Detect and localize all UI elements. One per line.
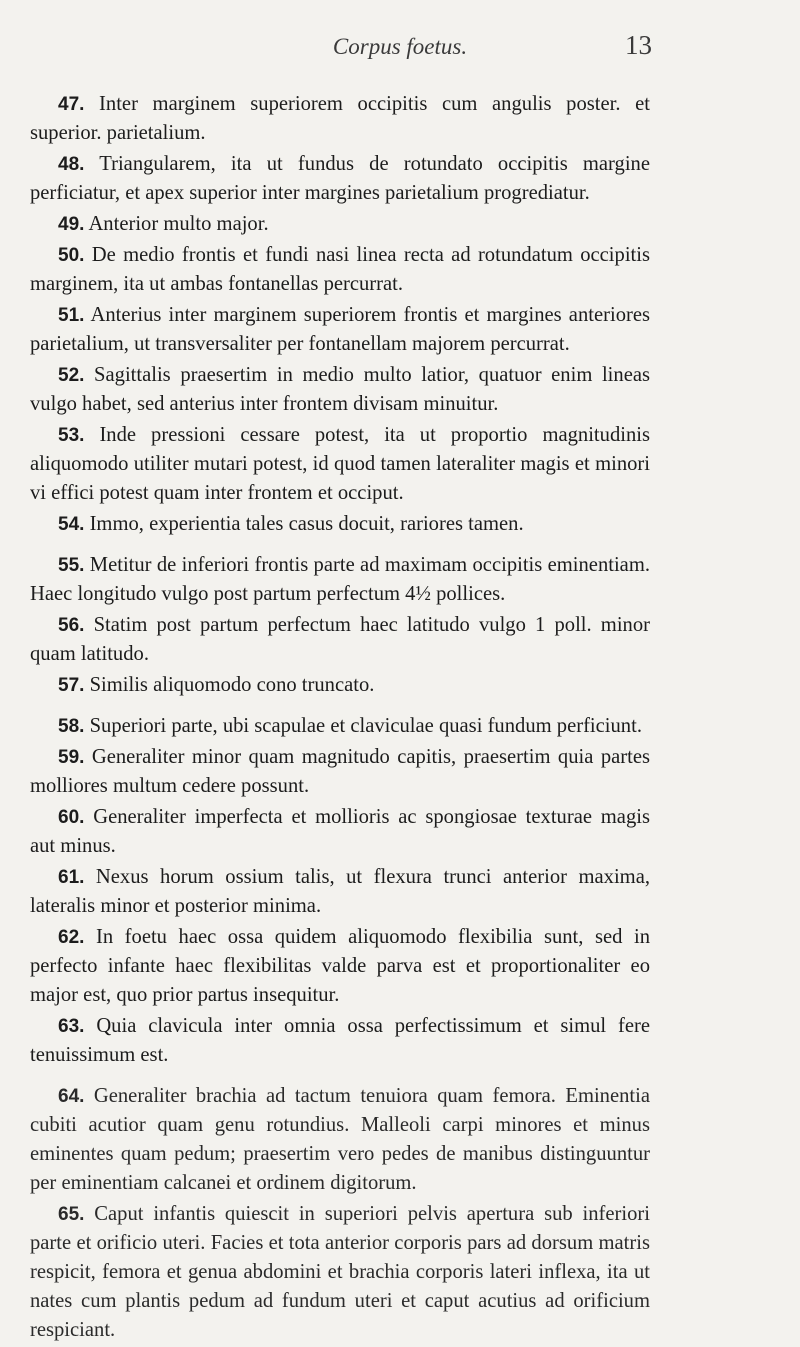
paragraph-number: 62. [58,927,85,948]
paragraph-text: Caput infantis quiescit in superiori pelvis apertura sub inferiori parte et orificio uteri. Facies et tota anterior corporis pars ad dorsum matris respicit, femora et genua abdomini et brachia corporis lateri inflexa, ita ut nates cum plantis pedum ad fundum uteri et caput acutius ad orificium respiciant. [30,1203,651,1341]
paragraph-text: Immo, experientia tales casus docuit, rariores tamen. [89,513,524,535]
paragraph-text: De medio frontis et fundi nasi linea recta ad rotundatum occipitis marginem, ita ut ambas fontanellas percurrat. [30,244,650,295]
paragraph-text: Sagittalis praesertim in medio multo latior, quatuor enim lineas vulgo habet, sed anterius inter frontem divisam minuitur. [30,364,650,415]
paragraph-number: 47. [58,94,85,115]
paragraph-52 [30,361,650,419]
paragraph-number: 55. [58,555,85,576]
paragraph-58 [30,712,650,741]
paragraph-number: 57. [58,675,85,696]
paragraph-text: Anterius inter marginem superiorem frontis et margines anteriores parietalium, ut transversaliter per fontanellam majorem percurrat. [30,304,650,355]
page-body [30,90,650,1347]
paragraph-text: Generaliter brachia ad tactum tenuiora quam femora. Eminentia cubiti acutior quam genu rotundius. Malleoli carpi minores et minus eminentes quam pedum; praesertim vero pedes de manibus distinguuntur per eminentiam calcanei et ordinem digitorum. [30,1085,650,1194]
paragraph-54 [30,510,650,539]
paragraph-number: 48. [58,154,85,175]
paragraph-number: 60. [58,807,85,828]
paragraph-number: 49. [58,214,85,235]
paragraph-50 [30,241,650,299]
paragraph-number: 58. [58,716,85,737]
paragraph-number: 59. [58,747,85,768]
paragraph-57 [30,671,650,700]
paragraph-text: Statim post partum perfectum haec latitudo vulgo 1 poll. minor quam latitudo. [30,614,651,665]
paragraph-number: 52. [58,365,85,386]
page-header [0,28,800,68]
paragraph-49 [30,210,650,239]
paragraph-59 [30,743,650,801]
paragraph-47 [30,90,650,148]
paragraph-65 [30,1200,650,1345]
paragraph-text: Superiori parte, ubi scapulae et claviculae quasi fundum perficiunt. [89,715,642,737]
paragraph-number: 63. [58,1016,85,1037]
paragraph-text: Nexus horum ossium talis, ut flexura trunci anterior maxima, lateralis minor et posterior minima. [30,866,650,917]
paragraph-text: In foetu haec ossa quidem aliquomodo flexibilia sunt, sed in perfecto infante haec flexibilitas valde parva est et proportionaliter eo major est, quo prior partus insequitur. [30,926,650,1006]
paragraph-53 [30,421,650,508]
paragraph-text: Inter marginem superiorem occipitis cum angulis poster. et superior. parietalium. [30,93,650,144]
paragraph-48 [30,150,650,208]
paragraph-56 [30,611,650,669]
paragraph-text: Anterior multo major. [88,213,269,235]
paragraph-number: 56. [58,615,85,636]
paragraph-number: 53. [58,425,85,446]
paragraph-number: 50. [58,245,85,266]
paragraph-text: Inde pressioni cessare potest, ita ut proportio magnitudinis aliquomodo utiliter mutari potest, id quod tamen lateraliter magis et minori vi effici potest quam inter frontem et occiput. [30,424,650,504]
paragraph-51 [30,301,650,359]
paragraph-text: Triangularem, ita ut fundus de rotundato occipitis margine perficiatur, et apex superior inter margines parietalium progrediatur. [30,153,650,204]
page-number: 13 [625,30,652,60]
paragraph-text: Metitur de inferiori frontis parte ad maximam occipitis eminentiam. Haec longitudo vulgo post partum perfectum 4½ pollices. [30,554,650,605]
paragraph-63 [30,1012,650,1070]
running-title: Corpus foetus. [332,34,468,59]
paragraph-62 [30,923,650,1010]
paragraph-number: 61. [58,867,85,888]
paragraph-text: Similis aliquomodo cono truncato. [89,674,375,696]
paragraph-number: 64. [58,1086,85,1107]
paragraph-55 [30,551,650,609]
paragraph-64 [30,1082,650,1198]
paragraph-61 [30,863,650,921]
paragraph-number: 51. [58,305,85,326]
paragraph-text: Generaliter imperfecta et mollioris ac spongiosae texturae magis aut minus. [30,806,650,857]
paragraph-text: Generaliter minor quam magnitudo capitis, praesertim quia partes molliores multum cedere possunt. [30,746,650,797]
paragraph-number: 54. [58,514,85,535]
paragraph-60 [30,803,650,861]
paragraph-number: 65. [58,1204,85,1225]
paragraph-text: Quia clavicula inter omnia ossa perfectissimum et simul fere tenuissimum est. [30,1015,650,1066]
